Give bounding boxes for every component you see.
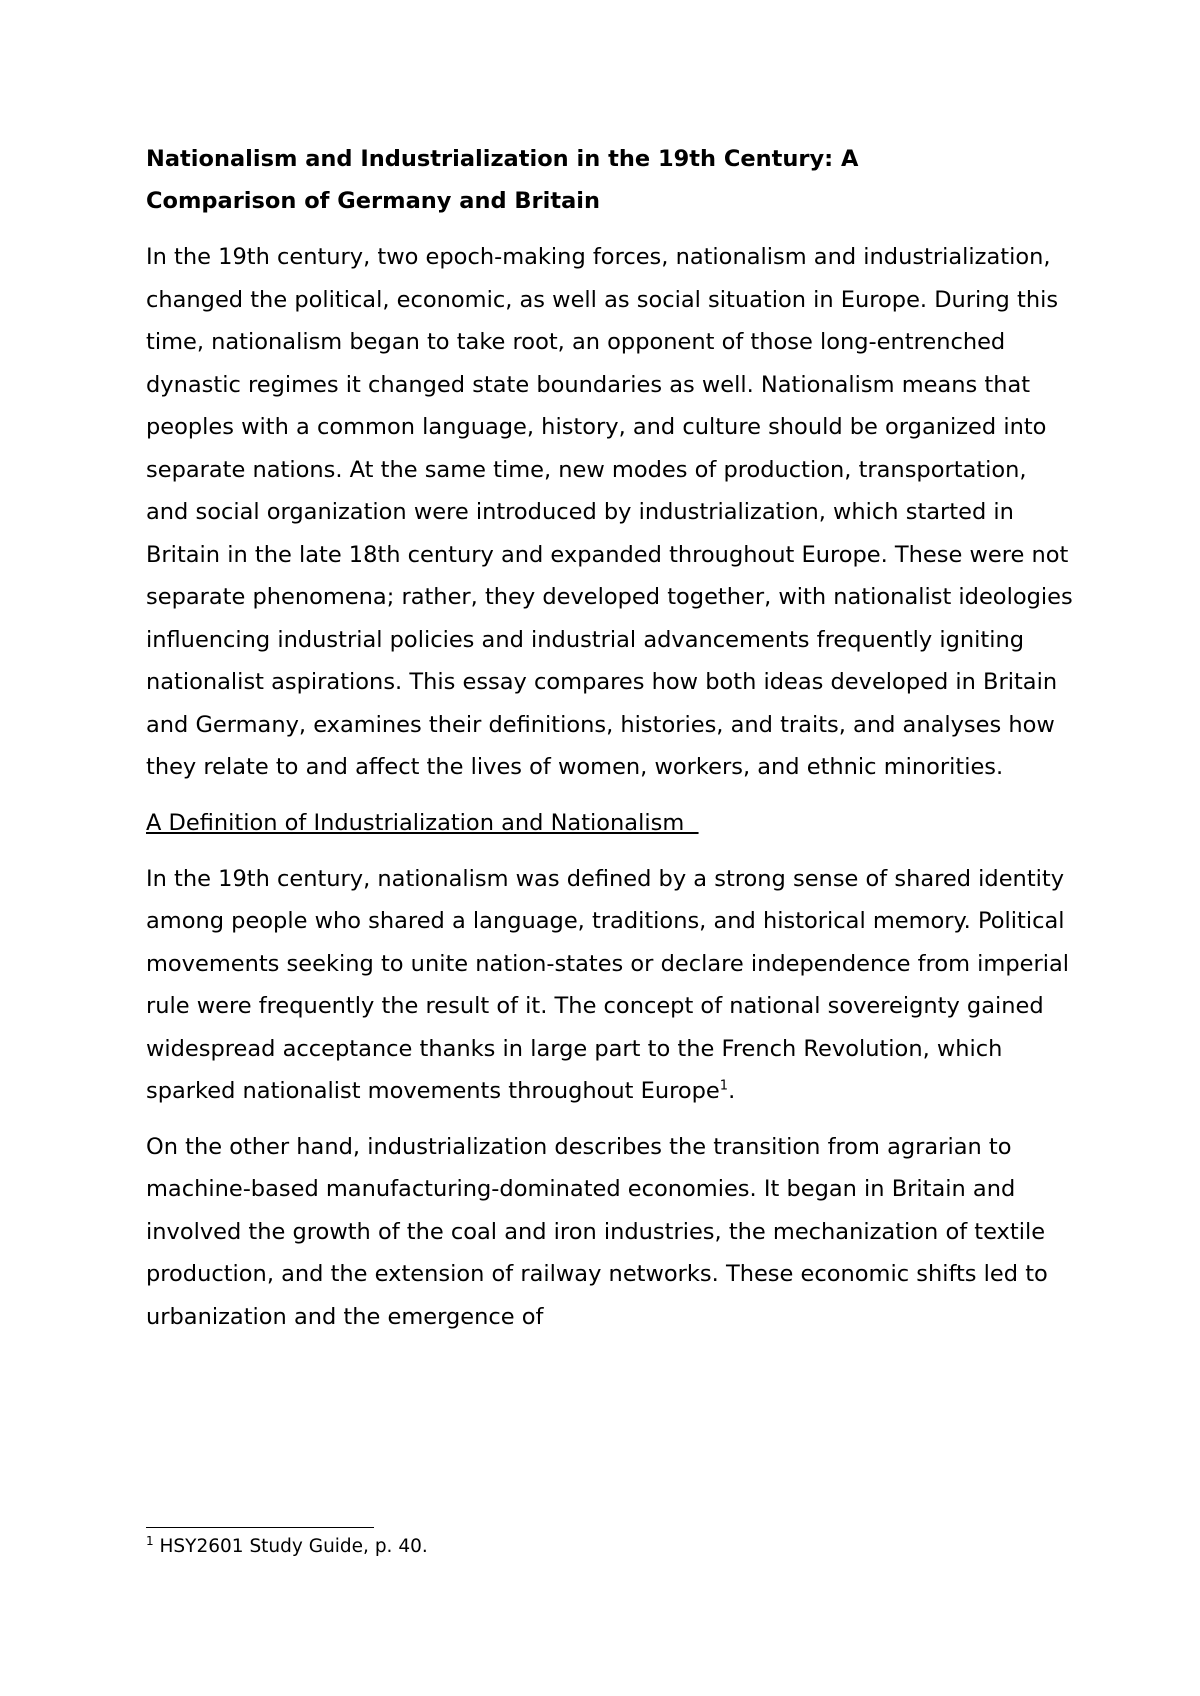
section-heading: A Definition of Industrialization and Nationalism	[146, 809, 699, 836]
definition-paragraph-end: .	[728, 1078, 736, 1104]
intro-paragraph: In the 19th century, two epoch-making forces, nationalism and industrialization, changed the political, economic, as well as social situation in Europe. During this time, nationalism began to take root, an opponent of those long-entrenched dynastic regimes it changed state boundaries as well. Nationalism means that peoples with a common language, history, and culture should be organized into separate nations. At the same time, new modes of production, transportation, and social organization were introduced by industrialization, which started in Britain in the late 18th century and expanded throughout Europe. These were not separate phenomena; rather, they developed together, with nationalist ideologies influencing industrial policies and industrial advancements frequently igniting nationalist aspirations. This essay compares how both ideas developed in Britain and Germany, examines their definitions, histories, and traits, and analyses how they relate to and affect the lives of women, workers, and ethnic minorities.	[146, 244, 1073, 780]
title-line-2: Comparison of Germany and Britain	[146, 188, 601, 214]
document-title	[146, 138, 1076, 222]
document-body	[146, 138, 1076, 1351]
footnote-reference[interactable]: 1	[719, 1078, 729, 1094]
industrialization-paragraph: On the other hand, industrialization describes the transition from agrarian to machine-based manufacturing-dominated economies. It began in Britain and involved the growth of the coal and iron industries, the mechanization of textile production, and the extension of railway networks. These economic shifts led to urbanization and the emergence of	[146, 1133, 1048, 1330]
footnote-separator	[146, 1527, 374, 1528]
footnote-text: HSY2601 Study Guide, p. 40.	[153, 1536, 428, 1557]
title-line-1: Nationalism and Industrialization in the 19th Century: A	[146, 146, 859, 172]
definition-paragraph	[146, 858, 1076, 1113]
definition-paragraph-text: In the 19th century, nationalism was defined by a strong sense of shared identity among people who shared a language, traditions, and historical memory. Political movements seeking to unite nation-states or declare independence from imperial rule were frequently the result of it. The concept of national sovereignty gained widespread acceptance thanks in large part to the French Revolution, which sparked nationalist movements throughout Europe	[146, 865, 1069, 1104]
footnote	[146, 1535, 428, 1559]
footnote-number: 1	[146, 1533, 154, 1548]
